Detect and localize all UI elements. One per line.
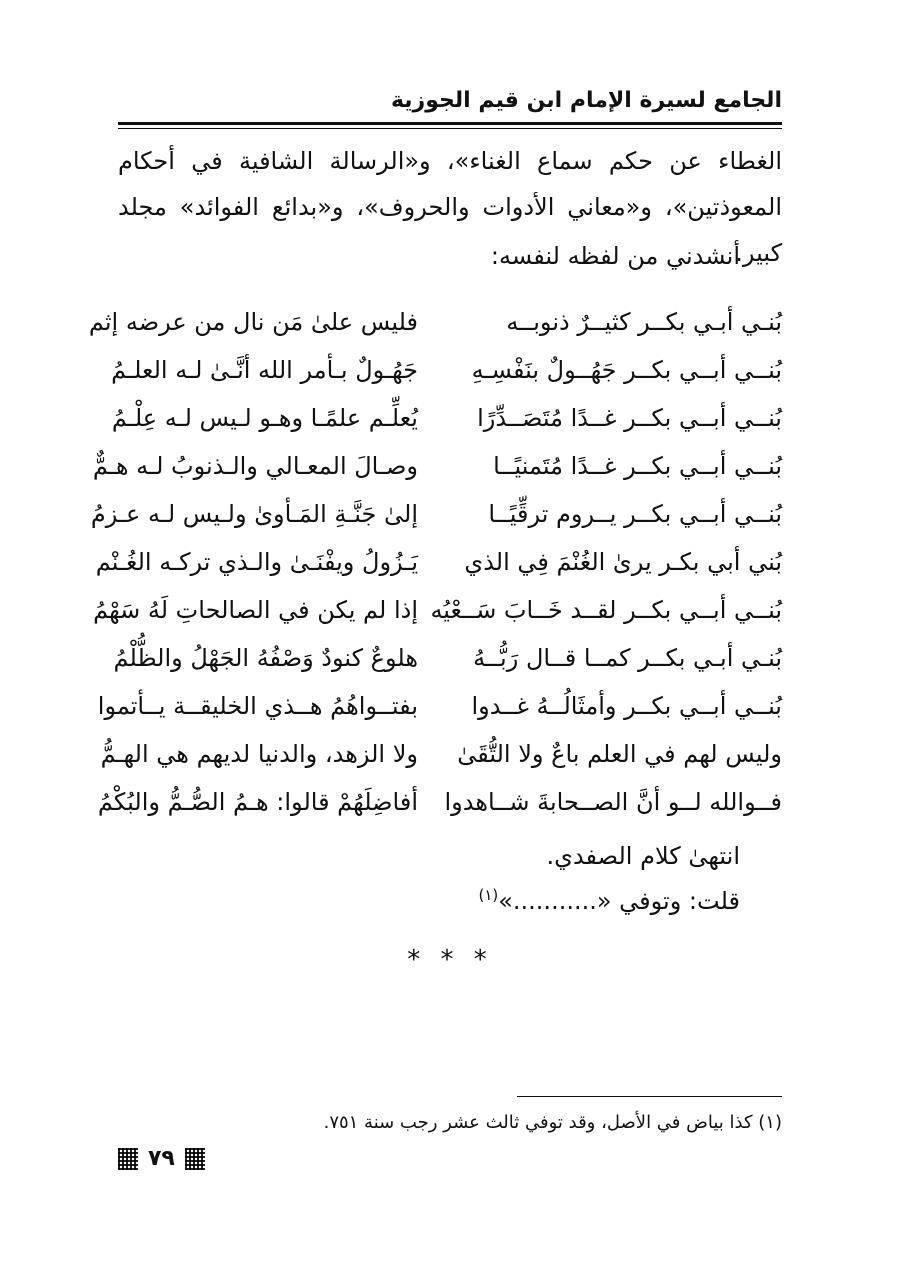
verse-second-hemistich: يَـزُولُ ويفْنَـىٰ والـذي تركـه الغُـنْم	[95, 548, 418, 576]
poem-verse	[93, 586, 782, 634]
verse-first-hemistich: بُنــي أبــي بكــر وأمثَالُــهُ غــدوا	[471, 692, 782, 720]
poem-verse	[97, 682, 782, 730]
footnote-rule	[517, 1096, 782, 1097]
poem-verse	[100, 730, 782, 778]
poem-verse	[111, 346, 782, 394]
poem-verse	[90, 490, 782, 538]
verse-second-hemistich: ولا الزهد، والدنيا لديهم هي الهـمُّ	[100, 740, 418, 768]
ornament-icon	[118, 1148, 138, 1170]
poem-verse	[88, 298, 782, 346]
verse-first-hemistich: بُنــي أبــي بكــر لقــد خَــابَ سَــعْيُه	[430, 596, 782, 624]
page-folio	[118, 1146, 205, 1171]
footnote-text: (١) كذا بياض في الأصل، وقد توفي ثالث عشر رجب سنة ٧٥١.	[323, 1112, 782, 1133]
verse-first-hemistich: بُنـي أبـي بكــر كثيــرٌ ذنوبــه	[506, 308, 782, 336]
verse-second-hemistich: إلىٰ جَنَّـةِ المَـأوىٰ ولـيس لـه عـزمُ	[90, 500, 418, 528]
poem-verse	[92, 442, 782, 490]
verse-first-hemistich: بُني أبي بكـر يرىٰ الغُنْمَ فِي الذي	[464, 548, 782, 576]
page-number: ٧٩	[148, 1146, 175, 1171]
footnote-marker: (١)	[478, 886, 499, 904]
poem-verse	[113, 634, 782, 682]
verse-first-hemistich: بُنــي أبــي بكــر غــدًا مُتَصَــدِّرًا	[477, 404, 782, 432]
section-separator: * * *	[407, 945, 493, 975]
closing-line-2	[478, 886, 740, 915]
poem	[88, 298, 782, 826]
verse-first-hemistich: وليس لهم في العلم باعٌ ولا التُّقَىٰ	[457, 740, 782, 768]
header-rule-thick	[118, 122, 782, 125]
verse-second-hemistich: فليس علىٰ مَن نال من عرضه إثم	[88, 308, 418, 336]
poem-verse	[95, 538, 782, 586]
verse-second-hemistich: جَهُـولٌ بـأمر الله أنَّـىٰ لـه العلـمُ	[111, 356, 418, 384]
verse-first-hemistich: بُنــي أبــي بكــر جَهُــولٌ بنَفْسِـهِ	[471, 356, 782, 384]
verse-first-hemistich: فــوالله لــو أنَّ الصــحابةَ شــاهدوا	[444, 788, 782, 816]
verse-first-hemistich: بُنــي أبــي بكــر يــروم ترقِّيًــا	[488, 500, 782, 528]
verse-second-hemistich: وصـالَ المعـالي والـذنوبُ لـه هـمٌّ	[92, 452, 418, 480]
running-header-title: الجامع لسيرة الإمام ابن قيم الجوزية	[390, 88, 782, 113]
verse-second-hemistich: بفتــواهُمُ هــذي الخليقــة يــأتموا	[97, 692, 418, 720]
body-paragraph: الغطاء عن حكم سماع الغناء»، و«الرسالة الشافية في أحكام المعوذتين»، و«معاني الأدوات والحروف»، و«بدائع الفوائد» مجلد كبير.	[118, 147, 782, 267]
header-rule-thin	[118, 128, 782, 129]
ornament-icon	[185, 1148, 205, 1170]
verse-second-hemistich: هلوعٌ كنودٌ وَصْفُهُ الجَهْلُ والظُّلْمُ	[113, 644, 418, 672]
poem-verse	[97, 778, 782, 826]
closing-line-1: انتهىٰ كلام الصفدي.	[546, 842, 740, 870]
verse-second-hemistich: يُعلِّـم علمًـا وهـو لـيس لـه عِلْـمُ	[111, 404, 418, 432]
verse-first-hemistich: بُنــي أبــي بكــر غــدًا مُتَمنيًــا	[493, 452, 782, 480]
verse-first-hemistich: بُنـي أبـي بكــر كمــا قــال رَبُّــهُ	[473, 644, 782, 672]
verse-second-hemistich: إذا لم يكن في الصالحاتِ لَهُ سَهْمُ	[93, 596, 418, 624]
poem-introduction: أنشدني من لفظه لنفسه:	[490, 242, 740, 270]
verse-second-hemistich: أفاضِلَهُمْ قالوا: هـمُ الصُّـمُّ والبُكْمُ	[97, 788, 418, 816]
poem-verse	[111, 394, 782, 442]
closing-line-2-text: قلت: وتوفي «...........»	[498, 887, 740, 915]
